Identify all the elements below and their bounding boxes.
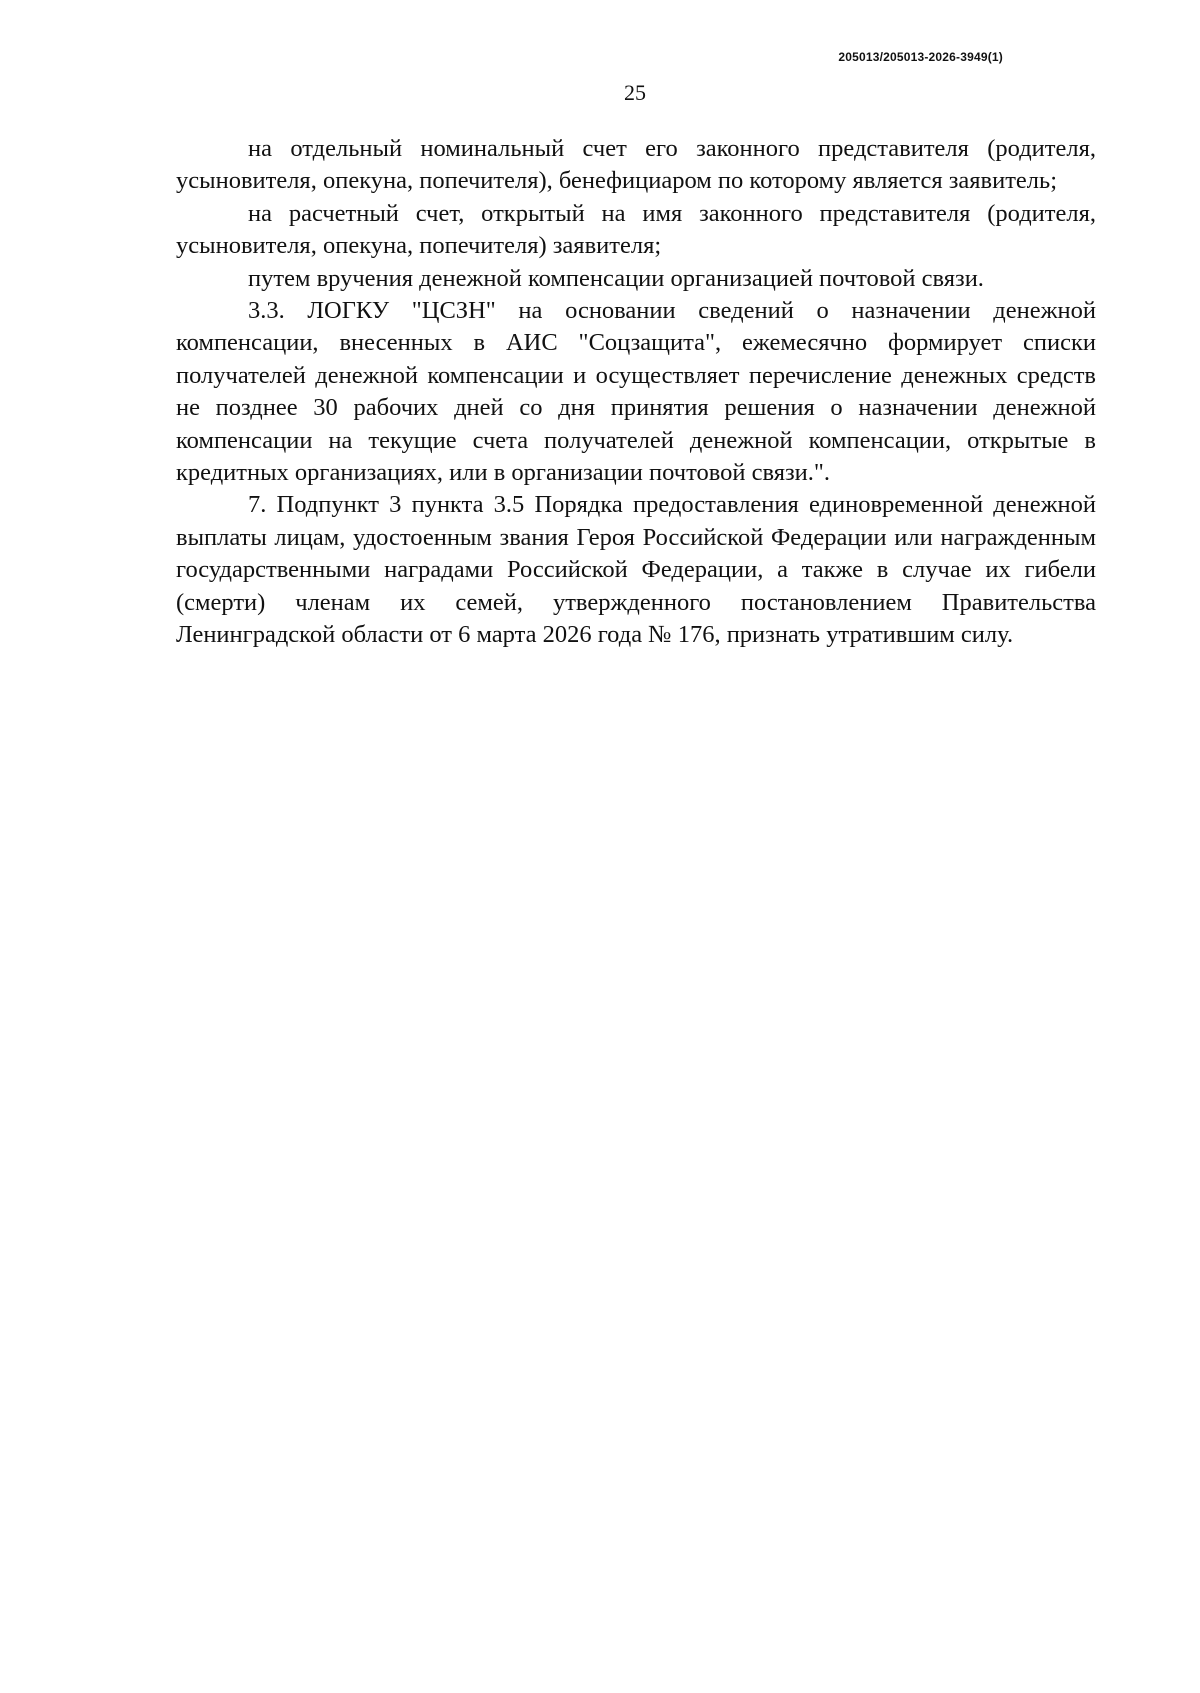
- paragraph-nominal-account: на отдельный номинальный счет его законного представителя (родителя, усыновителя, опекуна, попечителя), бенефициаром по которому является заявитель;: [176, 135, 1096, 195]
- paragraph-item-7: 7. Подпункт 3 пункта 3.5 Порядка предоставления единовременной денежной выплаты лицам, удостоенным звания Героя Российской Федерации или награжденным государственными наградами Российской Федерации, а также в случае их гибели (смерти) членам их семей, утвержденного постановлением Правительства Ленинградской области от 6 марта 2026 года № 176, признать утратившим силу.: [176, 491, 1096, 649]
- page-number: 25: [624, 80, 646, 105]
- document-body: [176, 133, 1096, 652]
- paragraph-clause-3-3: 3.3. ЛОГКУ "ЦСЗН" на основании сведений о назначении денежной компенсации, внесенных в АИС "Соцзащита", ежемесячно формирует списки получателей денежной компенсации и осуществляет перечисление денежных средств не позднее 30 рабочих дней со дня принятия решения о назначении денежной компенсации на текущие счета получателей денежной компенсации, открытые в кредитных организациях, или в организации почтовой связи.".: [176, 297, 1096, 487]
- paragraph-postal-delivery: путем вручения денежной компенсации организацией почтовой связи.: [248, 264, 984, 292]
- document-id: 205013/205013-2026-3949(1): [838, 50, 1003, 64]
- paragraph-settlement-account: на расчетный счет, открытый на имя законного представителя (родителя, усыновителя, опекуна, попечителя) заявителя;: [176, 199, 1096, 260]
